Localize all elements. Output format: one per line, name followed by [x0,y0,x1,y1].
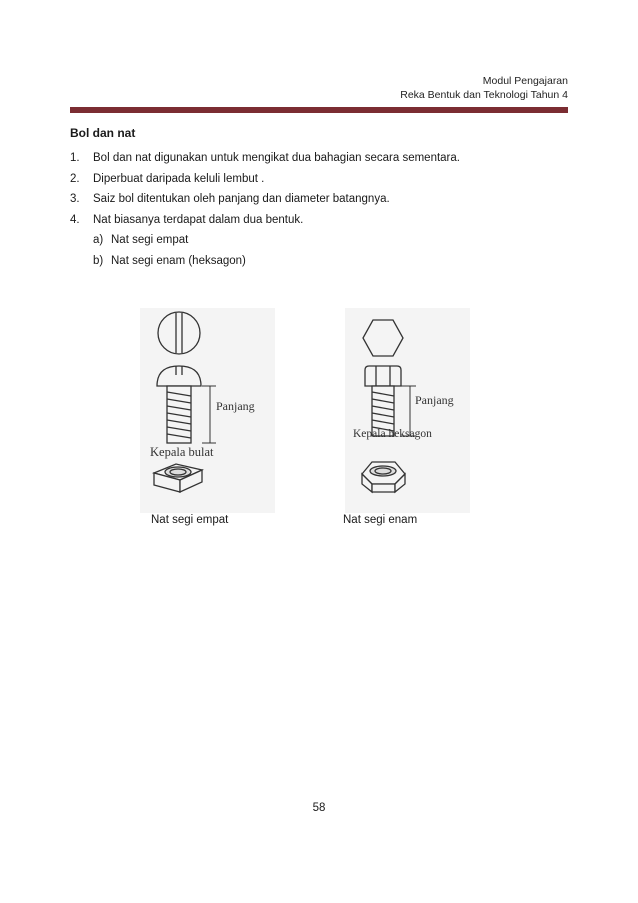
dimension-label: Panjang [415,393,454,407]
list-item [93,251,246,272]
list-item [70,210,460,231]
list-item [70,148,460,169]
page-number: 58 [312,802,326,814]
header-module-title: Modul Pengajaran [482,75,568,87]
item-text: Saiz bol ditentukan oleh panjang dan diameter batangnya. [93,193,390,205]
hex-nut-caption: Nat segi enam [343,514,418,526]
item-text: Bol dan nat digunakan untuk mengikat dua bahagian secara sementara. [93,152,460,164]
section-title: Bol dan nat [70,126,136,140]
list-item [70,189,460,210]
item-number: 2. [70,172,80,185]
hexagon-nut-illustration [362,462,405,492]
list-item [70,169,460,190]
item-number: a) [93,234,104,246]
item-text: Diperbuat daripada keluli lembut . [93,172,265,185]
header-subject-title: Reka Bentuk dan Teknologi Tahun 4 [400,89,568,101]
item-text: Nat segi enam (heksagon) [111,254,246,267]
item-text: Nat biasanya terdapat dalam dua bentuk. [93,213,304,226]
dimension-label: Panjang [216,399,255,413]
item-number: 3. [70,193,80,205]
nut-types-list [93,230,246,271]
points-list [70,148,460,230]
square-nut-caption: Nat segi empat [151,514,229,526]
item-number: 1. [70,152,80,164]
running-header [400,74,568,102]
item-number: 4. [70,213,80,226]
hexagon-head-bolt-figure [345,308,470,513]
item-text: Nat segi empat [111,234,189,246]
list-item [93,230,246,251]
header-rule [70,107,568,113]
item-number: b) [93,254,104,267]
round-head-bolt-figure [140,308,275,513]
head-type-label: Kepala heksagon [353,428,432,440]
head-type-label: Kepala bulat [150,445,214,459]
